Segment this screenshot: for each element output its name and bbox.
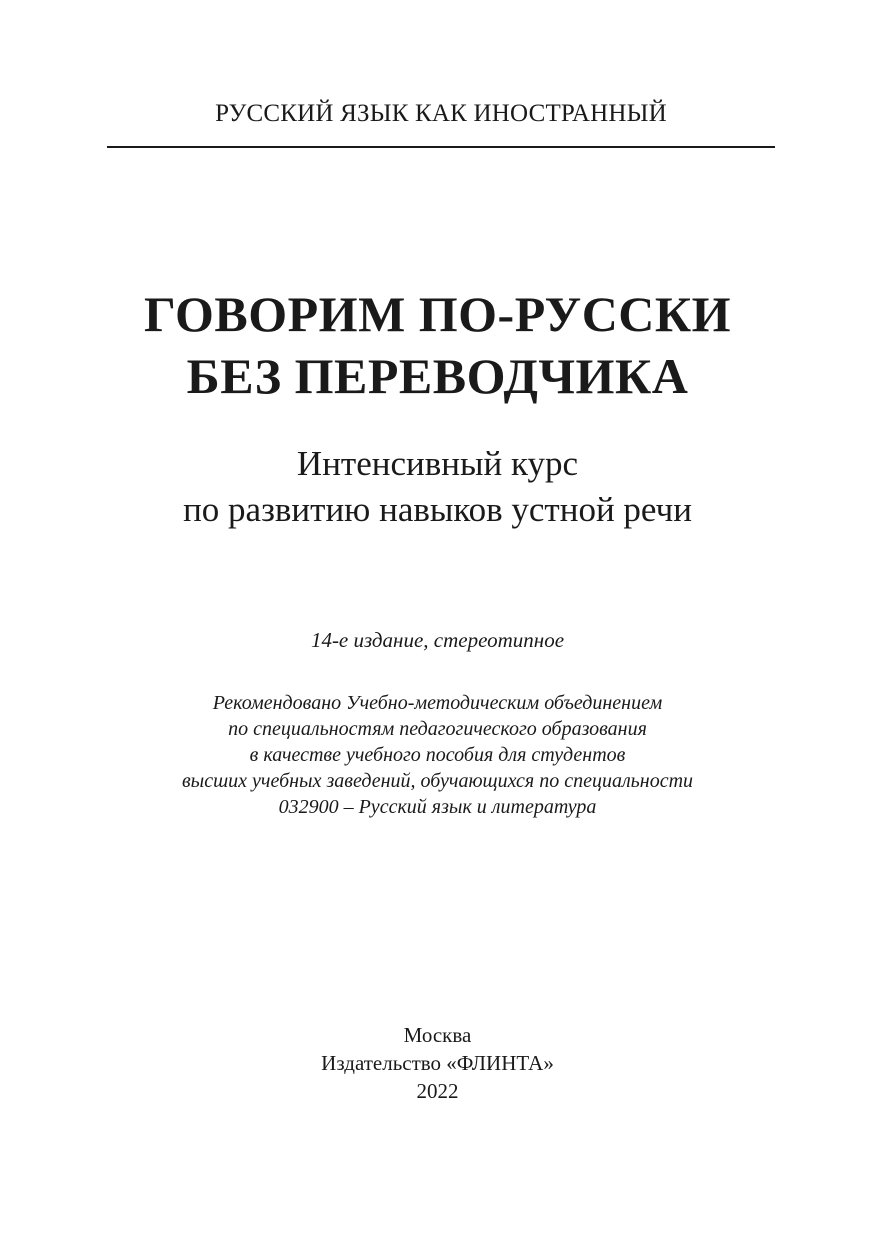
book-subtitle — [40, 441, 835, 533]
book-title — [40, 283, 835, 407]
edition-note: 14-е издание, стереотипное — [310, 628, 565, 652]
recommendation-line: Рекомендовано Учебно-методическим объединением — [212, 692, 663, 714]
imprint-city: Москва — [403, 1023, 472, 1047]
series-heading: РУССКИЙ ЯЗЫК КАК ИНОСТРАННЫЙ — [215, 100, 667, 127]
book-subtitle-line: по развитию навыков устной речи — [183, 490, 692, 529]
imprint-year: 2022 — [416, 1079, 459, 1103]
book-subtitle-line: Интенсивный курс — [296, 444, 579, 483]
book-title-line: БЕЗ ПЕРЕВОДЧИКА — [186, 348, 689, 404]
imprint-publisher: Издательство «ФЛИНТА» — [321, 1051, 554, 1075]
recommendation-line: 032900 – Русский язык и литература — [278, 796, 597, 818]
header-divider — [107, 146, 775, 148]
recommendation-line: высших учебных заведений, обучающихся по специальности — [181, 770, 694, 792]
recommendation-line: в качестве учебного пособия для студентов — [249, 744, 626, 766]
recommendation-text — [40, 690, 835, 820]
imprint — [40, 1021, 835, 1105]
recommendation-line: по специальностям педагогического образования — [228, 718, 647, 740]
book-title-line: ГОВОРИМ ПО-РУССКИ — [143, 286, 732, 342]
